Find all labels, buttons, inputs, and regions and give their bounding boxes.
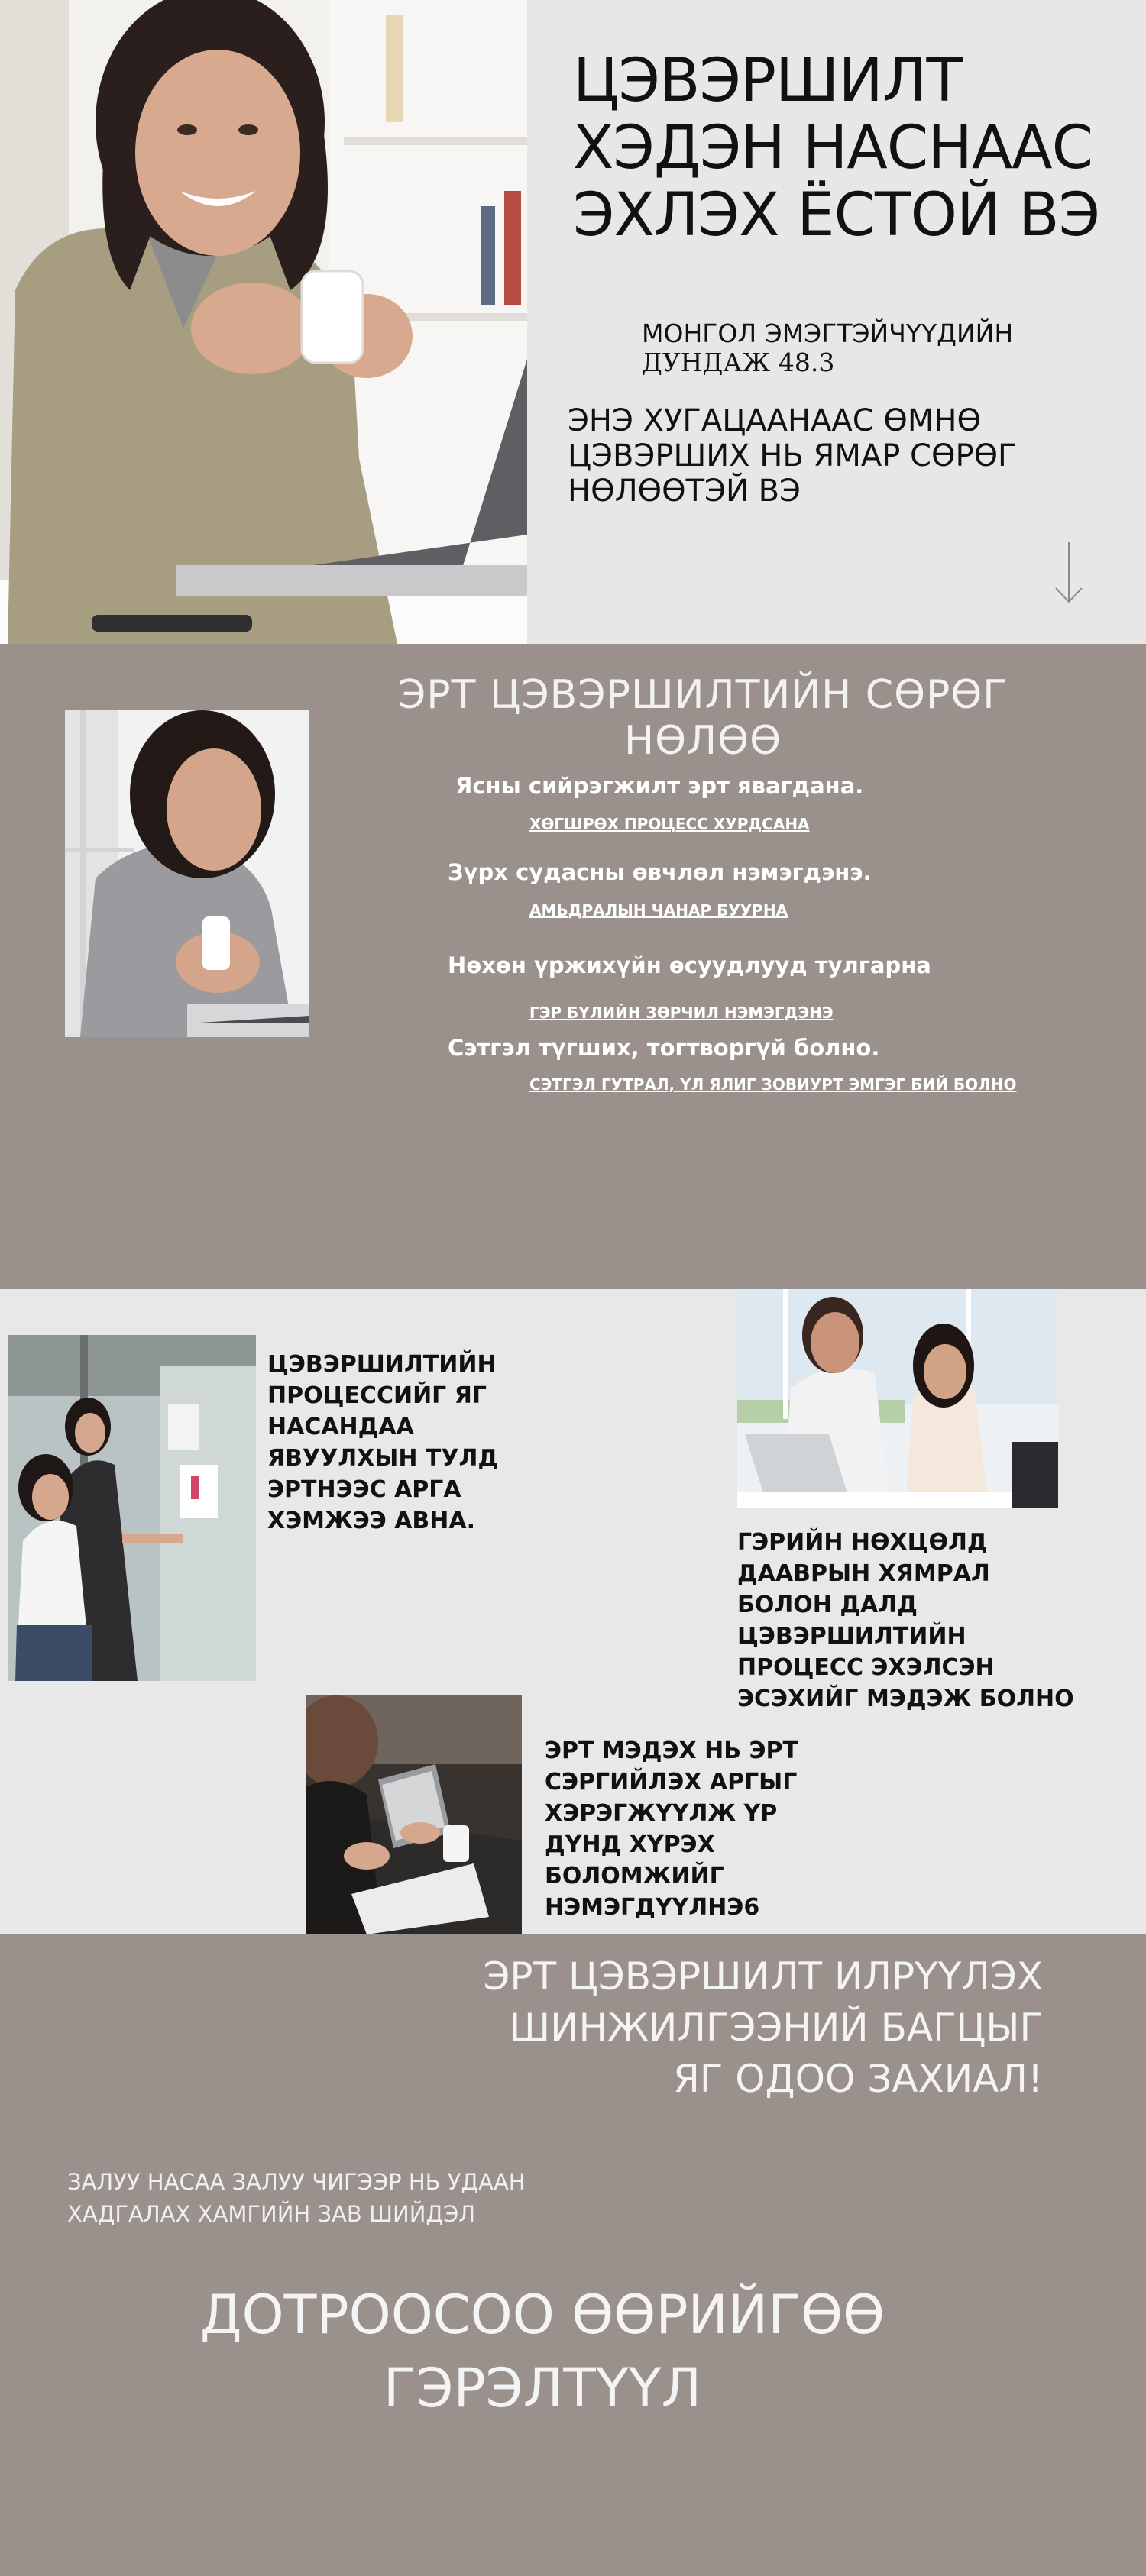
cta-line-3: ЯГ ОДОО ЗАХИАЛ!	[673, 2057, 1043, 2101]
info-block-3: ЭРТ МЭДЭХ НЬ ЭРТ СЭРГИЙЛЭХ АРГЫГ ХЭРЭГЖҮҮЛЖ ҮР ДҮНД ХҮРЭХ БОЛОМЖИЙГ НЭМЭГДҮҮЛНЭ6	[545, 1737, 798, 1921]
photo-woman-with-tablet	[306, 1695, 522, 1934]
effect-item-1: Ясны сийрэгжилт эрт явагдана.	[455, 773, 864, 799]
cta-line-1: ЭРТ ЦЭВЭРШИЛТ ИЛРҮҮЛЭХ	[483, 1954, 1043, 1999]
hero-question: ЭНЭ ХУГАЦААНААС ӨМНӨ ЦЭВЭРШИХ НЬ ЯМАР СӨРӨГ НӨЛӨӨТЭЙ ВЭ	[568, 403, 1017, 509]
photo-women-at-glass-board	[8, 1335, 256, 1681]
info-block-1: ЦЭВЭРШИЛТИЙН ПРОЦЕССИЙГ ЯГ НАСАНДАА ЯВУУЛХЫН ТУЛД ЭРТНЭЭС АРГА ХЭМЖЭЭ АВНА.	[267, 1351, 499, 1534]
effect-item-4: Сэтгэл түгших, тогтворгүй болно.	[448, 1035, 880, 1061]
photo-colleagues-laptop	[737, 1289, 1058, 1508]
info-block-2: ГЭРИЙН НӨХЦӨЛД ДААВРЫН ХЯМРАЛ БОЛОН ДАЛД ЦЭВЭРШИЛТИЙН ПРОЦЕСС ЭХЭЛСЭН ЭСЭХИЙГ МЭДЭЖ БОЛНО	[737, 1529, 1074, 1712]
effect-item-3: Нөхөн үржихүйн өсуудлууд тулгарна	[448, 952, 931, 978]
hero-stat-label: МОНГОЛ ЭМЭГТЭЙЧҮҮДИЙН	[642, 318, 1014, 348]
hero-photo-woman-with-mug	[0, 0, 527, 644]
slogan-line-1: ДОТРООСОО ӨӨРИЙГӨӨ	[199, 2283, 885, 2346]
effect-sub-1: ХӨГШРӨХ ПРОЦЕСС ХУРДСАНА	[529, 815, 810, 833]
effect-item-2: Зүрх судасны өвчлөл нэмэгдэнэ.	[448, 859, 872, 885]
hero-title: ЦЭВЭРШИЛТ ХЭДЭН НАСНААС ЭХЛЭХ ЁСТОЙ ВЭ	[573, 47, 1100, 250]
effects-title: ЭРТ ЦЭВЭРШИЛТИЙН СӨРӨГ НӨЛӨӨ	[397, 672, 1008, 764]
effect-sub-2: АМЬДРАЛЫН ЧАНАР БУУРНА	[529, 901, 788, 920]
cta-text	[458, 1951, 1043, 2105]
slogan-line-2: ГЭРЭЛТҮҮЛ	[383, 2357, 702, 2419]
slogan	[138, 2278, 947, 2425]
effect-sub-3: ГЭР БҮЛИЙН ЗӨРЧИЛ НЭМЭГДЭНЭ	[529, 1004, 834, 1022]
hero-stat	[642, 319, 1039, 377]
hero-stat-value: ДУНДАЖ 48.3	[642, 347, 835, 377]
arrow-down-icon	[1053, 541, 1085, 605]
effect-sub-4: СЭТГЭЛ ГУТРАЛ, ҮЛ ЯЛИГ ЗОВИУРТ ЭМГЭГ БИЙ БОЛНО	[529, 1075, 1017, 1094]
cta-line-2: ШИНЖИЛГЭЭНИЙ БАГЦЫГ	[509, 2006, 1043, 2050]
photo-woman-holding-cup	[65, 710, 309, 1037]
tagline: ЗАЛУУ НАСАА ЗАЛУУ ЧИГЭЭР НЬ УДААН ХАДГАЛАХ ХАМГИЙН ЗАВ ШИЙДЭЛ	[67, 2169, 526, 2227]
